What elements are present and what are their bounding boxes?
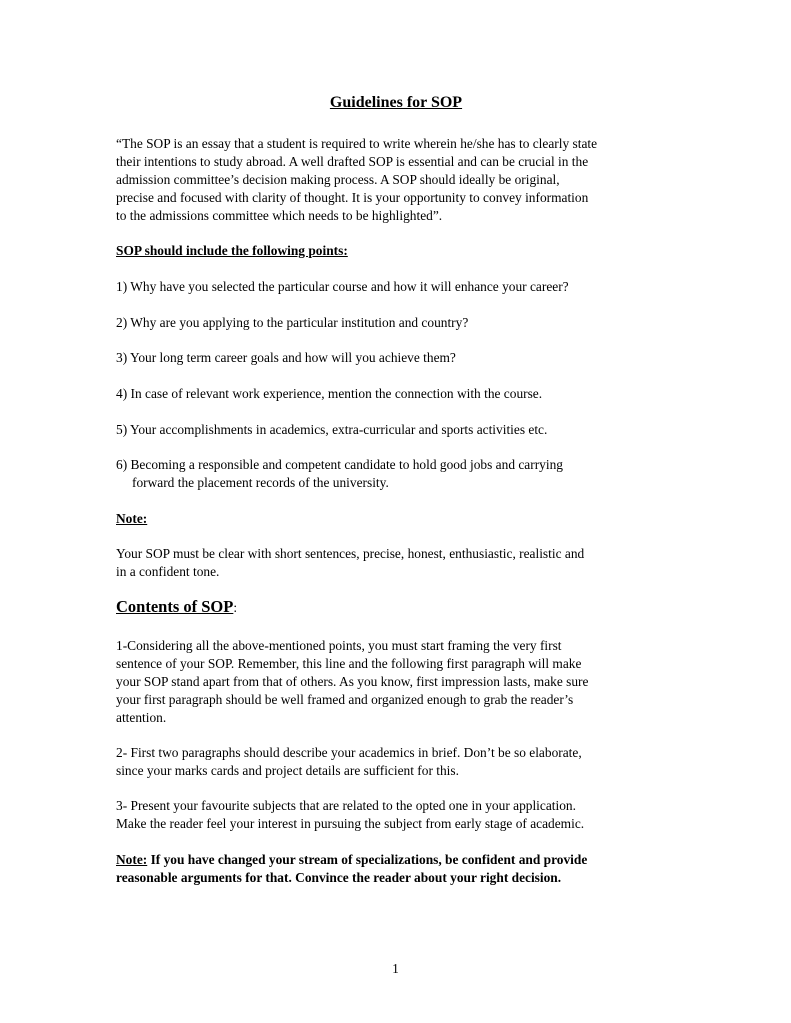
final-note-text: reasonable arguments for that. Convince the reader about your right decision. (116, 870, 562, 885)
contents-colon: : (233, 600, 238, 615)
contents-line: your first paragraph should be well framed and organized enough to grab the reader’s (116, 692, 574, 707)
points-heading: SOP should include the following points: (116, 243, 348, 258)
contents-line: Make the reader feel your interest in pursuing the subject from early stage of academic. (116, 816, 585, 831)
intro-line: precise and focused with clarity of thought. It is your opportunity to convey information (116, 190, 589, 205)
note-line: Your SOP must be clear with short sentences, precise, honest, enthusiastic, realistic and (116, 546, 585, 561)
point-text: 4) In case of relevant work experience, mention the connection with the course. (116, 386, 543, 401)
point-text: 1) Why have you selected the particular course and how it will enhance your career? (116, 279, 569, 294)
points-section (116, 242, 676, 260)
contents-paragraph-3 (116, 797, 676, 833)
intro-paragraph (116, 135, 676, 225)
contents-paragraph-2 (116, 744, 676, 780)
note-paragraph (116, 545, 676, 581)
page-number: 1 (392, 961, 399, 976)
point-item (116, 349, 676, 367)
intro-line: admission committee’s decision making process. A SOP should ideally be original, (116, 172, 560, 187)
contents-line: 3- Present your favourite subjects that are related to the opted one in your application. (116, 798, 576, 813)
contents-line: attention. (116, 710, 167, 725)
point-text: 5) Your accomplishments in academics, extra-curricular and sports activities etc. (116, 422, 548, 437)
point-text: 2) Why are you applying to the particular institution and country? (116, 315, 469, 330)
contents-section (116, 598, 676, 617)
intro-line: “The SOP is an essay that a student is required to write wherein he/she has to clearly state (116, 136, 598, 151)
point-text: 3) Your long term career goals and how will you achieve them? (116, 350, 456, 365)
contents-line: your SOP stand apart from that of others. As you know, first impression lasts, make sure (116, 674, 589, 689)
contents-line: 1-Considering all the above-mentioned points, you must start framing the very first (116, 638, 562, 653)
note-label: Note: (116, 511, 148, 526)
final-note-label: Note: (116, 852, 148, 867)
point-item (116, 278, 676, 296)
contents-line: sentence of your SOP. Remember, this line and the following first paragraph will make (116, 656, 582, 671)
point-text: 6) Becoming a responsible and competent candidate to hold good jobs and carrying (116, 457, 563, 472)
point-text: forward the placement records of the university. (132, 475, 389, 490)
final-note (116, 851, 676, 887)
point-item (116, 456, 676, 492)
note-line: in a confident tone. (116, 564, 220, 579)
intro-line: their intentions to study abroad. A well drafted SOP is essential and can be crucial in the (116, 154, 589, 169)
note-section (116, 510, 676, 528)
point-item (116, 385, 676, 403)
contents-heading: Contents of SOP (116, 597, 234, 616)
page-title: Guidelines for SOP (329, 94, 463, 111)
contents-line: since your marks cards and project details are sufficient for this. (116, 763, 459, 778)
contents-paragraph-1 (116, 637, 676, 727)
point-item (116, 314, 676, 332)
contents-line: 2- First two paragraphs should describe your academics in brief. Don’t be so elaborate, (116, 745, 582, 760)
intro-line: to the admissions committee which needs to be highlighted”. (116, 208, 443, 223)
point-item (116, 421, 676, 439)
final-note-text: If you have changed your stream of specializations, be confident and provide (147, 852, 588, 867)
